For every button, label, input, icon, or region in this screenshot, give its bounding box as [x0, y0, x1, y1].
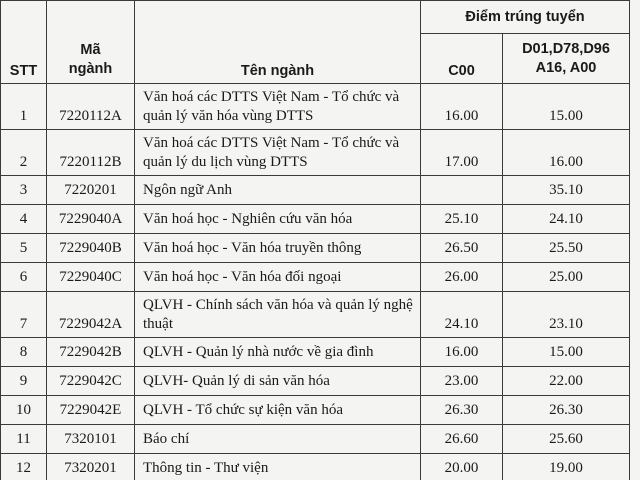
table-row: [1, 234, 630, 263]
table-row: [1, 292, 630, 338]
c00-score-cell: [421, 176, 503, 205]
ten-nganh-cell: Văn hoá học - Văn hóa truyền thông: [135, 234, 421, 263]
c00-score-cell: 16.00: [421, 84, 503, 130]
header-diem-trung-tuyen: Điểm trúng tuyển: [421, 1, 630, 34]
header-ma-nganh-label: Mã ngành: [68, 42, 113, 77]
ma-nganh-cell: 7229042C: [47, 367, 135, 396]
header-subject-group-line1: D01,D78,D96: [522, 40, 610, 57]
table-row: [1, 176, 630, 205]
ten-nganh-cell: QLVH- Quản lý di sản văn hóa: [135, 367, 421, 396]
stt-cell: 3: [1, 176, 47, 205]
stt-cell: 7: [1, 292, 47, 338]
c00-score-cell: 25.10: [421, 205, 503, 234]
table-row: [1, 396, 630, 425]
ma-nganh-cell: 7320101: [47, 425, 135, 454]
stt-cell: 11: [1, 425, 47, 454]
c00-score-cell: 20.00: [421, 454, 503, 480]
ma-nganh-cell: 7229042B: [47, 338, 135, 367]
c00-score-cell: 23.00: [421, 367, 503, 396]
group-score-cell: 25.50: [503, 234, 630, 263]
c00-score-cell: 24.10: [421, 292, 503, 338]
ten-nganh-cell: Văn hoá học - Văn hóa đối ngoại: [135, 263, 421, 292]
ten-nganh-cell: Thông tin - Thư viện: [135, 454, 421, 480]
ten-nganh-cell: QLVH - Chính sách văn hóa và quản lý nghệ thuật: [135, 292, 421, 338]
header-stt: STT: [1, 1, 47, 84]
ma-nganh-cell: 7229040C: [47, 263, 135, 292]
group-score-cell: 15.00: [503, 84, 630, 130]
ten-nganh-cell: Văn hoá học - Nghiên cứu văn hóa: [135, 205, 421, 234]
ten-nganh-cell: QLVH - Quản lý nhà nước về gia đình: [135, 338, 421, 367]
ma-nganh-cell: 7229042A: [47, 292, 135, 338]
table-row: [1, 263, 630, 292]
ma-nganh-cell: 7229040A: [47, 205, 135, 234]
c00-score-cell: 26.00: [421, 263, 503, 292]
group-score-cell: 23.10: [503, 292, 630, 338]
group-score-cell: 16.00: [503, 130, 630, 176]
table-row: [1, 338, 630, 367]
stt-cell: 6: [1, 263, 47, 292]
c00-score-cell: 16.00: [421, 338, 503, 367]
group-score-cell: 22.00: [503, 367, 630, 396]
ten-nganh-cell: QLVH - Tổ chức sự kiện văn hóa: [135, 396, 421, 425]
stt-cell: 5: [1, 234, 47, 263]
group-score-cell: 24.10: [503, 205, 630, 234]
header-subject-group-line2: A16, A00: [535, 59, 597, 76]
ma-nganh-cell: 7229042E: [47, 396, 135, 425]
stt-cell: 1: [1, 84, 47, 130]
header-c00: C00: [421, 34, 503, 84]
ten-nganh-cell: Báo chí: [135, 425, 421, 454]
group-score-cell: 25.60: [503, 425, 630, 454]
group-score-cell: 26.30: [503, 396, 630, 425]
stt-cell: 9: [1, 367, 47, 396]
table-row: [1, 425, 630, 454]
c00-score-cell: 26.30: [421, 396, 503, 425]
header-ma-nganh: [47, 1, 135, 84]
table-row: [1, 454, 630, 480]
stt-cell: 12: [1, 454, 47, 480]
c00-score-cell: 17.00: [421, 130, 503, 176]
stt-cell: 10: [1, 396, 47, 425]
c00-score-cell: 26.60: [421, 425, 503, 454]
stt-cell: 2: [1, 130, 47, 176]
header-subject-group: [503, 34, 630, 84]
ten-nganh-cell: Ngôn ngữ Anh: [135, 176, 421, 205]
ma-nganh-cell: 7220112A: [47, 84, 135, 130]
ma-nganh-cell: 7320201: [47, 454, 135, 480]
table-row: [1, 205, 630, 234]
group-score-cell: 25.00: [503, 263, 630, 292]
header-ten-nganh: Tên ngành: [135, 1, 421, 84]
group-score-cell: 15.00: [503, 338, 630, 367]
stt-cell: 8: [1, 338, 47, 367]
table-row: [1, 367, 630, 396]
stt-cell: 4: [1, 205, 47, 234]
group-score-cell: 19.00: [503, 454, 630, 480]
table-row: [1, 84, 630, 130]
ten-nganh-cell: Văn hoá các DTTS Việt Nam - Tổ chức và quản lý du lịch vùng DTTS: [135, 130, 421, 176]
ma-nganh-cell: 7220201: [47, 176, 135, 205]
ma-nganh-cell: 7220112B: [47, 130, 135, 176]
ten-nganh-cell: Văn hoá các DTTS Việt Nam - Tổ chức và quản lý văn hóa vùng DTTS: [135, 84, 421, 130]
c00-score-cell: 26.50: [421, 234, 503, 263]
table-row: [1, 130, 630, 176]
ma-nganh-cell: 7229040B: [47, 234, 135, 263]
group-score-cell: 35.10: [503, 176, 630, 205]
